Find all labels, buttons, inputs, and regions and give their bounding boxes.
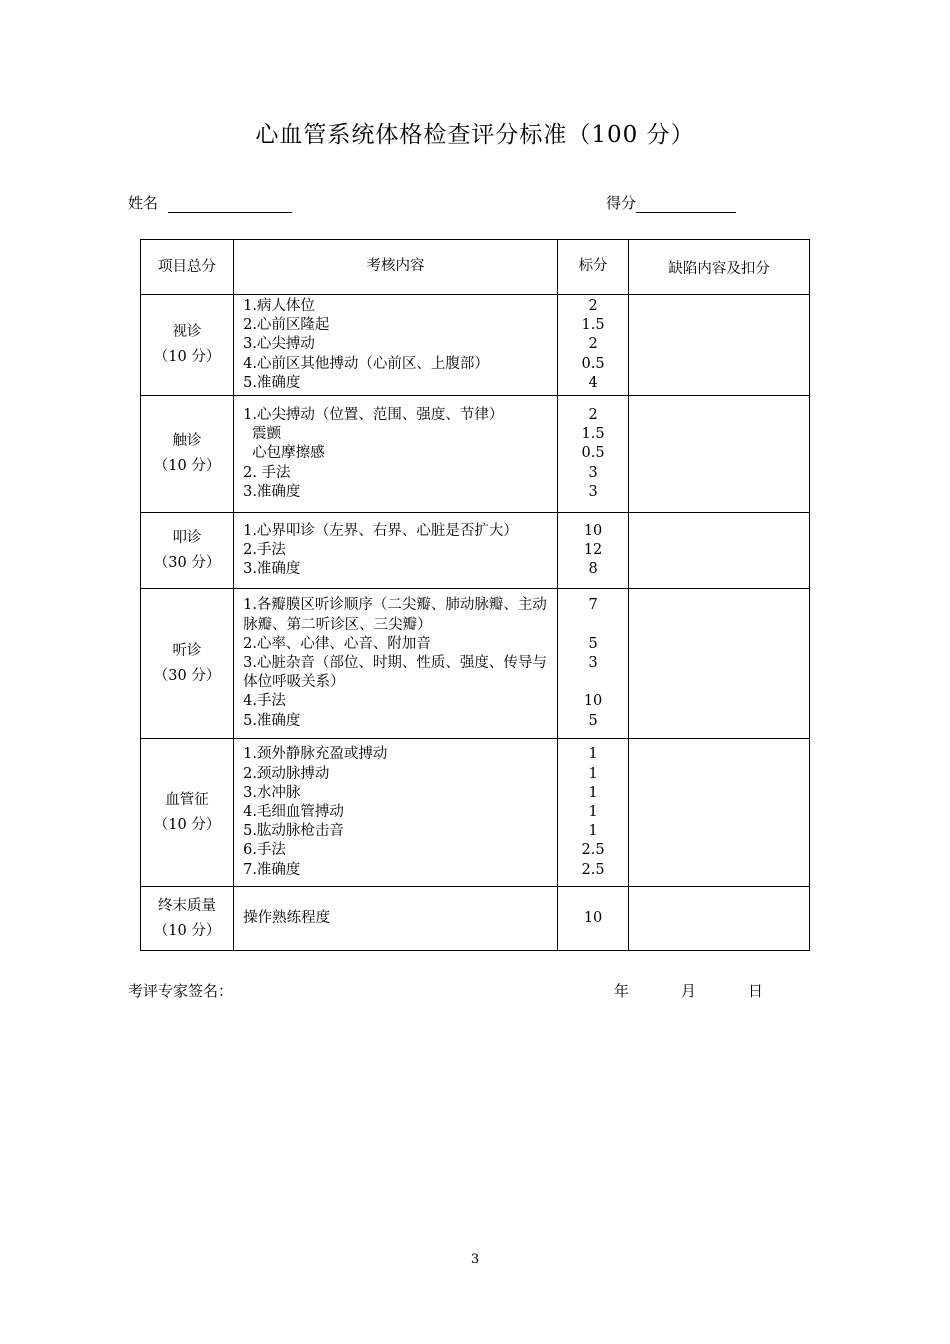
criterion-text: 3.心脏杂音（部位、时期、性质、强度、传导与体位呼吸关系） (243, 654, 547, 691)
criterion-score: 10 (583, 522, 603, 539)
table-row (141, 396, 810, 513)
criterion-text: 1.心尖搏动（位置、范围、强度、节律） (243, 407, 504, 423)
deduction-cell[interactable] (629, 887, 810, 951)
criterion-text: 2.颈动脉搏动 (243, 765, 330, 782)
item-total: （10 分） (153, 349, 221, 365)
item-cell (141, 739, 234, 887)
criterion-score: 2 (588, 407, 598, 423)
deduction-cell[interactable] (629, 295, 810, 396)
item-name: 视诊 (172, 324, 202, 340)
criterion-text: 2.心前区隆起 (243, 317, 330, 334)
criterion-score: 1.5 (581, 317, 605, 334)
table-row (141, 513, 810, 589)
criterion-score: 2.5 (581, 842, 605, 859)
page-number: 3 (470, 1252, 480, 1267)
content-cell (234, 295, 558, 396)
criterion-text: 5.肱动脉枪击音 (243, 823, 344, 840)
header-item-total: 项目总分 (141, 240, 234, 295)
content-cell (234, 513, 558, 589)
criterion-score: 1 (588, 746, 598, 763)
deduction-cell[interactable] (629, 589, 810, 739)
criterion-text: 2.心率、心律、心音、附加音 (243, 635, 431, 652)
criterion-score: 8 (588, 561, 598, 578)
item-cell (141, 513, 234, 589)
criterion-text: 1.颈外静脉充盈或搏动 (243, 746, 388, 763)
name-field (128, 192, 292, 213)
item-total: （10 分） (153, 458, 221, 475)
deduction-cell[interactable] (629, 513, 810, 589)
scoring-table (140, 239, 810, 951)
table-header-row (141, 240, 810, 295)
criterion-text: 震颤 (252, 426, 282, 443)
item-total: （10 分） (153, 922, 221, 939)
date-day-label: 日 (748, 982, 764, 1000)
criterion-text: 5.准确度 (243, 374, 301, 391)
criterion-score: 2.5 (581, 861, 605, 878)
name-label: 姓名 (128, 194, 159, 212)
table-row (141, 887, 810, 951)
table-row (141, 739, 810, 887)
item-name: 血管征 (165, 791, 209, 808)
table-row (141, 589, 810, 739)
criterion-score: 10 (583, 693, 603, 710)
criterion-text: 2. 手法 (243, 464, 291, 481)
score-input-line[interactable] (636, 196, 736, 213)
criterion-text: 5.准确度 (243, 712, 301, 729)
criterion-score: 5 (588, 712, 598, 729)
criterion-text: 1.各瓣膜区听诊顺序（二尖瓣、肺动脉瓣、主动脉瓣、第二听诊区、三尖瓣） (243, 597, 547, 633)
deduction-cell[interactable] (629, 396, 810, 513)
criterion-score: 7 (588, 597, 598, 614)
item-total: （10 分） (153, 816, 221, 833)
deduction-cell[interactable] (629, 739, 810, 887)
item-total: （30 分） (153, 667, 221, 684)
score-cell (557, 887, 628, 951)
criterion-text: 2.手法 (243, 541, 286, 558)
date-year-label: 年 (614, 982, 630, 1000)
criterion-text: 1.病人体位 (243, 298, 315, 314)
criterion-text: 6.手法 (243, 842, 286, 859)
criterion-text: 3.准确度 (243, 561, 301, 578)
criterion-score: 0.5 (581, 445, 605, 462)
item-name: 叩诊 (172, 529, 202, 546)
item-cell (141, 295, 234, 396)
name-input-line[interactable] (168, 196, 292, 213)
criterion-score: 1.5 (581, 426, 605, 443)
item-name: 触诊 (172, 433, 202, 450)
header-score: 标分 (557, 240, 628, 295)
criterion-score: 3 (588, 483, 598, 500)
criterion-score: 1 (588, 823, 598, 840)
criterion-text: 操作熟练程度 (243, 909, 331, 926)
criterion-score: 1 (588, 765, 598, 782)
score-cell (557, 513, 628, 589)
criterion-text: 3.心尖搏动 (243, 336, 315, 353)
criterion-score: 2 (588, 298, 598, 314)
item-name: 终末质量 (158, 897, 217, 914)
item-cell (141, 396, 234, 513)
score-cell (557, 295, 628, 396)
criterion-score: 12 (583, 541, 603, 558)
score-cell (557, 589, 628, 739)
header-deduction: 缺陷内容及扣分 (629, 240, 810, 295)
content-cell (234, 589, 558, 739)
criterion-score: 5 (588, 635, 598, 652)
item-cell (141, 887, 234, 951)
item-name: 听诊 (172, 642, 202, 659)
criterion-text: 4.毛细血管搏动 (243, 803, 344, 820)
content-cell (234, 396, 558, 513)
score-label: 得分 (606, 194, 637, 212)
page-title: 心血管系统体格检查评分标准（100 分） (255, 122, 695, 148)
item-total: （30 分） (153, 554, 221, 571)
criterion-score: 0.5 (581, 355, 605, 372)
criterion-score: 3 (588, 464, 598, 481)
score-field (606, 192, 736, 213)
score-cell (557, 396, 628, 513)
criterion-score: 3 (588, 654, 598, 671)
criterion-score: 4 (588, 374, 598, 391)
criterion-score: 2 (588, 336, 598, 353)
item-cell (141, 589, 234, 739)
score-cell (557, 739, 628, 887)
criterion-score: 10 (583, 909, 603, 926)
content-cell (234, 739, 558, 887)
criterion-text: 4.心前区其他搏动（心前区、上腹部） (243, 355, 489, 372)
criterion-text: 4.手法 (243, 693, 286, 710)
examiner-signature-label: 考评专家签名： (128, 982, 234, 1000)
criterion-score: 1 (588, 803, 598, 820)
criterion-text: 心包摩擦感 (252, 445, 325, 462)
table-row (141, 295, 810, 396)
date-month-label: 月 (681, 982, 697, 1000)
criterion-score: 1 (588, 784, 598, 801)
header-content: 考核内容 (234, 240, 558, 295)
criterion-text: 7.准确度 (243, 861, 301, 878)
criterion-text: 3.准确度 (243, 483, 301, 500)
criterion-text: 1.心界叩诊（左界、右界、心脏是否扩大） (243, 522, 518, 539)
content-cell (234, 887, 558, 951)
criterion-text: 3.水冲脉 (243, 784, 301, 801)
